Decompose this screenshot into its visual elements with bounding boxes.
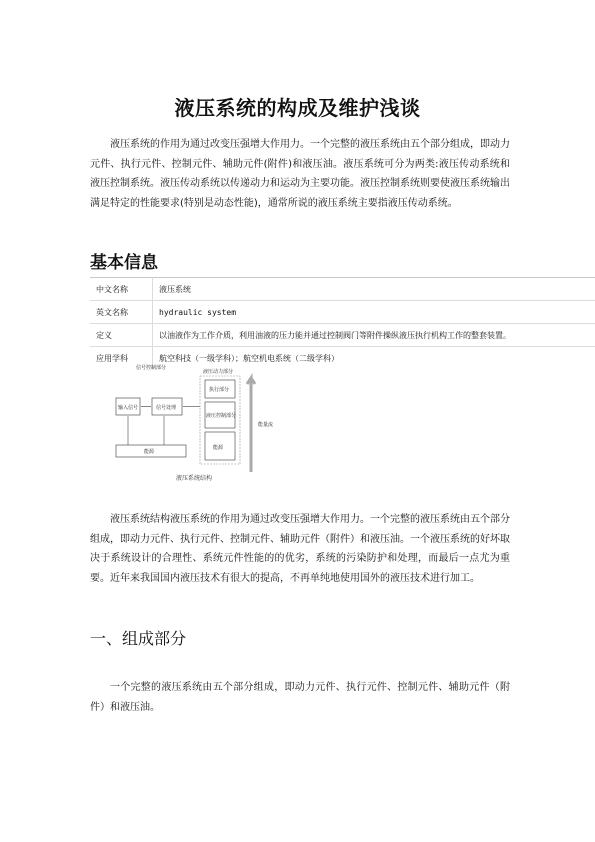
power-source-label: 能源 xyxy=(144,449,155,455)
connector-line xyxy=(128,416,164,445)
actuator-label: 执行部分 xyxy=(209,387,230,393)
signal-processing-label: 信号处理 xyxy=(156,405,177,411)
structure-paragraph: 液压系统结构液压系统的作用为通过改变压强增大作用力。一个完整的液压系统由五个部分组成，即动力元件、执行元件、控制元件、辅助元件（附件）和液压油。一个液压系统的好坏取决于系统设计的合理性、系统元件性能的的优劣，系统的污染防护和处理，而最后一点尤为重要。近年来我国国内液压技术有很大的提高，不再单纯地使用国外的液压技术进行加工。 xyxy=(90,514,510,584)
components-paragraph: 一个完整的液压系统由五个部分组成，即动力元件、执行元件、控制元件、辅助元件（附件）和液压油。 xyxy=(90,682,510,713)
diagram-caption: 液压系统结构 xyxy=(175,475,212,482)
row-label: 中文名称 xyxy=(90,278,153,301)
basic-info-heading: 基本信息 xyxy=(90,253,158,273)
row-value: 以油液作为工作介质，利用油液的压力能并通过控制阀门等附件操纵液压执行机构工作的整套装置。 xyxy=(153,324,595,347)
intro-paragraph: 液压系统的作用为通过改变压强增大作用力。一个完整的液压系统由五个部分组成，即动力元件、执行元件、控制元件、辅助元件(附件)和液压油。液压系统可分为两类:液压传动系统和液压控制系统。液压传动系统以传递动力和运动为主要功能。液压控制系统则要使液压系统输出满足特定的性能要求(特别是动态性能)，通常所说的液压系统主要指液压传动系统。 xyxy=(90,139,510,209)
energy-flow-arrow-icon xyxy=(247,378,255,472)
table-row xyxy=(90,324,595,347)
row-label: 应用学科 xyxy=(90,347,153,370)
signal-part-label: 信号控制部分 xyxy=(136,365,167,371)
energy-flow-label: 能量流 xyxy=(258,422,274,428)
hydraulic-structure-diagram xyxy=(108,362,280,482)
basic-info-table xyxy=(90,277,595,369)
section-heading-components: 一、组成部分 xyxy=(90,629,187,648)
hydraulic-control-label: 液压控制部分 xyxy=(206,413,237,419)
row-label: 英文名称 xyxy=(90,301,153,324)
row-value: 航空科技（一级学科）；航空机电系统（二级学科） xyxy=(153,347,595,370)
row-value: hydraulic system xyxy=(153,301,595,324)
row-label: 定义 xyxy=(90,324,153,347)
page-title: 液压系统的构成及维护浅谈 xyxy=(174,96,421,120)
table-row xyxy=(90,278,595,301)
hydraulic-part-label: 液压动力部分 xyxy=(203,369,234,375)
row-value: 液压系统 xyxy=(153,278,595,301)
table-row xyxy=(90,301,595,324)
pump-label: 能源 xyxy=(213,445,224,451)
input-signal-label: 输入信号 xyxy=(118,405,139,411)
